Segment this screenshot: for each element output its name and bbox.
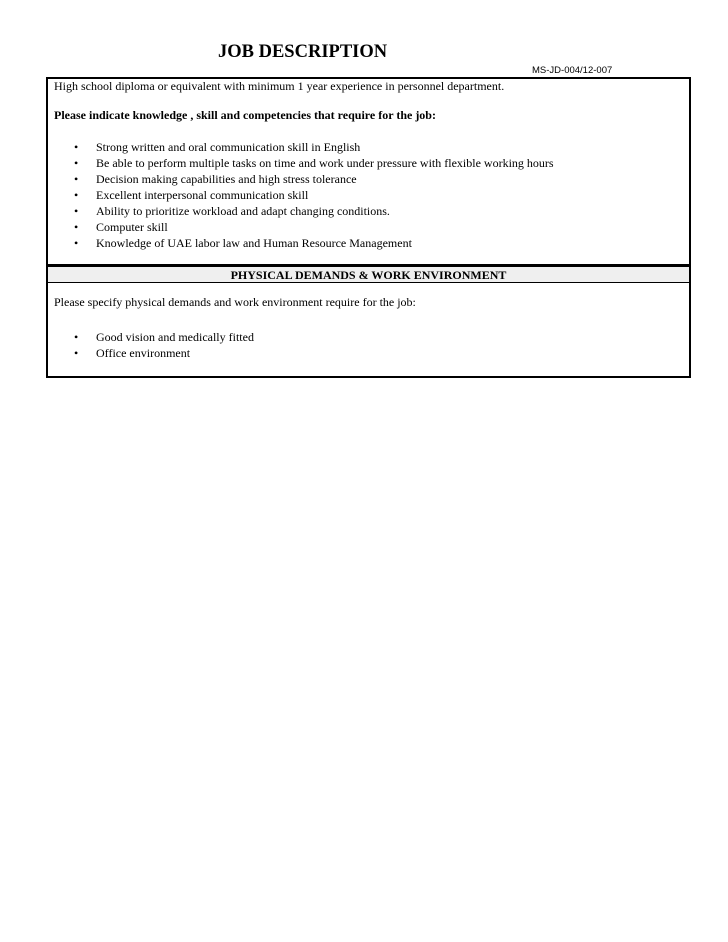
physical-prompt: Please specify physical demands and work environment require for the job: bbox=[54, 295, 416, 309]
item-text: Ability to prioritize workload and adapt changing conditions. bbox=[96, 204, 390, 218]
page-title: JOB DESCRIPTION bbox=[218, 42, 388, 62]
bullet-icon: • bbox=[74, 236, 79, 250]
list-item bbox=[48, 155, 554, 171]
list-item bbox=[48, 219, 554, 235]
bullet-icon: • bbox=[74, 220, 79, 234]
bullet-icon: • bbox=[74, 172, 79, 186]
document-code: MS-JD-004/12-007 bbox=[532, 65, 613, 76]
item-text: Good vision and medically fitted bbox=[96, 330, 254, 344]
item-text: Computer skill bbox=[96, 220, 168, 234]
list-item bbox=[48, 329, 254, 345]
list-item bbox=[48, 345, 254, 361]
bullet-icon: • bbox=[74, 188, 79, 202]
item-text: Office environment bbox=[96, 346, 191, 360]
list-item bbox=[48, 203, 554, 219]
knowledge-list bbox=[48, 139, 554, 251]
list-item bbox=[48, 235, 554, 251]
item-text: Strong written and oral communication skill in English bbox=[96, 140, 361, 154]
item-text: Excellent interpersonal communication skill bbox=[96, 188, 309, 202]
section-header: PHYSICAL DEMANDS & WORK ENVIRONMENT bbox=[46, 265, 691, 283]
bullet-icon: • bbox=[74, 330, 79, 344]
item-text: Decision making capabilities and high stress tolerance bbox=[96, 172, 357, 186]
physical-list bbox=[48, 329, 254, 361]
bullet-icon: • bbox=[74, 346, 79, 360]
list-item bbox=[48, 171, 554, 187]
bullet-icon: • bbox=[74, 204, 79, 218]
qualification-text: High school diploma or equivalent with minimum 1 year experience in personnel department. bbox=[54, 79, 505, 93]
item-text: Be able to perform multiple tasks on time and work under pressure with flexible working hours bbox=[96, 156, 554, 170]
bullet-icon: • bbox=[74, 156, 79, 170]
list-item bbox=[48, 139, 554, 155]
knowledge-prompt: Please indicate knowledge , skill and competencies that require for the job: bbox=[54, 108, 436, 122]
physical-section bbox=[46, 282, 691, 378]
knowledge-section bbox=[46, 77, 691, 266]
bullet-icon: • bbox=[74, 140, 79, 154]
item-text: Knowledge of UAE labor law and Human Resource Management bbox=[96, 236, 412, 250]
list-item bbox=[48, 187, 554, 203]
